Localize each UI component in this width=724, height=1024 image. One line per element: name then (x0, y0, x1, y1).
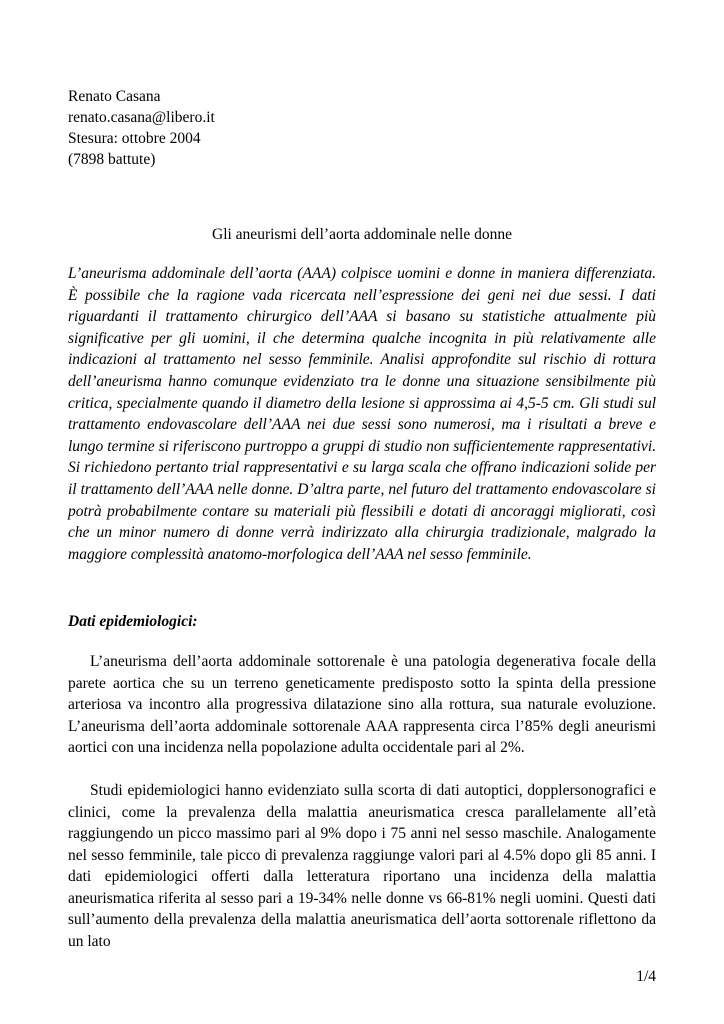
document-title: Gli aneurismi dell’aorta addominale nelle donne (212, 226, 512, 243)
body-paragraph: Studi epidemiologici hanno evidenziato sulla scorta di dati autoptici, dopplersonografici e clinici, come la prevalenza della malattia aneurismatica cresca parallelamente all’età raggiungendo un picco massimo pari al 9% dopo i 75 anni nel sesso maschile. Analogamente nel sesso femminile, tale picco di prevalenza raggiunge valori pari al 4.5% dopo gli 85 anni. I dati epidemiologici offerti dalla letteratura riportano una incidenza della malattia aneurismatica riferita al sesso pari a 19-34% nelle donne vs 66-81% negli uomini. Questi dati sull’aumento della prevalenza della malattia aneurismatica dell’aorta sottorenale riflettono da un lato (68, 782, 656, 950)
page-number: 1/4 (636, 968, 656, 985)
body-paragraph: L’aneurisma dell’aorta addominale sottorenale è una patologia degenerativa focale della parete aortica che su un terreno geneticamente predisposto sotto la spinta della pressione arteriosa va incontro alla progressiva dilatazione sino alla rottura, sua naturale evoluzione. L’aneurisma dell’aorta addominale sottorenale AAA rappresenta circa l’85% degli aneurismi aortici con una incidenza nella popolazione adulta occidentale pari al 2%. (68, 653, 656, 756)
draft-date: Stesura: ottobre 2004 (68, 130, 201, 147)
section-heading: Dati epidemiologici: (68, 613, 198, 630)
author-block (68, 86, 215, 170)
character-count: (7898 battute) (68, 151, 156, 168)
author-name: Renato Casana (68, 88, 161, 105)
abstract-paragraph: L’aneurisma addominale dell’aorta (AAA) colpisce uomini e donne in maniera differenziata. È possibile che la ragione vada ricercata nell’espressione dei geni nei due sessi. I dati riguardanti il trattamento chirurgico dell’AAA si basano su statistiche attualmente più significative per gli uomini, il che determina qualche incognita in più relativamente alle indicazioni al trattamento nel sesso femminile. Analisi approfondite sul rischio di rottura dell’aneurisma hanno comunque evidenziato tra le donne una situazione sensibilmente più critica, specialmente quando il diametro della lesione si approssima ai 4,5-5 cm. Gli studi sul trattamento endovascolare dell’AAA nei due sessi sono numerosi, ma i risultati a breve e lungo termine si riferiscono purtroppo a gruppi di studio non sufficientemente rappresentativi. Si richiedono pertanto trial rappresentativi e su larga scala che offrano indicazioni solide per il trattamento dell’AAA nelle donne. D’altra parte, nel futuro del trattamento endovascolare si potrà probabilmente contare su materiali più flessibili e dotati di ancoraggi migliorati, così che un minor numero di donne verrà indirizzato alla chirurgia tradizionale, malgrado la maggiore complessità anatomo-morfologica dell’AAA nel sesso femminile. (68, 265, 656, 563)
author-email: renato.casana@libero.it (68, 109, 215, 126)
